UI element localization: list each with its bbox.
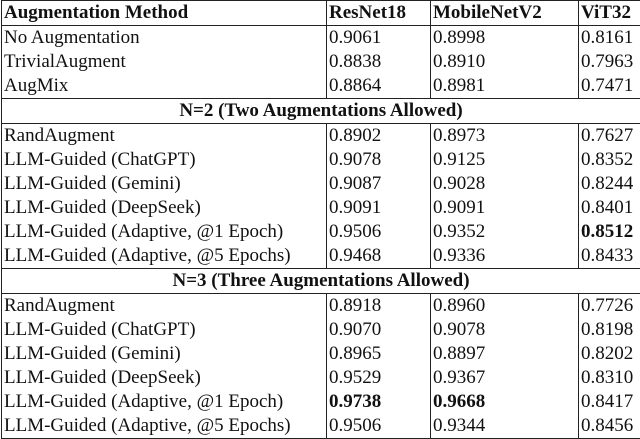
vit32-cell: 0.8244: [579, 172, 640, 196]
table-row: [2, 294, 640, 319]
vit32-cell: 0.8512: [579, 220, 640, 244]
resnet18-cell: 0.8838: [327, 50, 431, 74]
results-table: [1, 0, 640, 439]
mobilenetv2-cell: 0.9091: [431, 196, 579, 220]
mobilenetv2-cell: 0.9668: [431, 390, 579, 414]
mobilenetv2-cell: 0.9336: [431, 244, 579, 269]
method-cell: LLM-Guided (Gemini): [2, 172, 327, 196]
method-cell: LLM-Guided (Adaptive, @1 Epoch): [2, 220, 327, 244]
table-row: [2, 342, 640, 366]
resnet18-cell: 0.9506: [327, 414, 431, 439]
resnet18-cell: 0.8902: [327, 124, 431, 149]
mobilenetv2-cell: 0.8981: [431, 74, 579, 99]
mobilenetv2-cell: 0.8897: [431, 342, 579, 366]
vit32-cell: 0.8202: [579, 342, 640, 366]
resnet18-cell: 0.9091: [327, 196, 431, 220]
vit32-cell: 0.7726: [579, 294, 640, 319]
table-row: [2, 26, 640, 51]
mobilenetv2-cell: 0.9125: [431, 148, 579, 172]
resnet18-cell: 0.8864: [327, 74, 431, 99]
method-cell: LLM-Guided (DeepSeek): [2, 196, 327, 220]
vit32-cell: 0.8310: [579, 366, 640, 390]
vit32-cell: 0.8161: [579, 26, 640, 51]
mobilenetv2-cell: 0.9344: [431, 414, 579, 439]
table-row: [2, 124, 640, 149]
table-row: [2, 318, 640, 342]
resnet18-cell: 0.9468: [327, 244, 431, 269]
method-cell: RandAugment: [2, 294, 327, 319]
resnet18-cell: 0.9529: [327, 366, 431, 390]
mobilenetv2-cell: 0.9352: [431, 220, 579, 244]
vit32-cell: 0.8401: [579, 196, 640, 220]
section-title: N=3 (Three Augmentations Allowed): [2, 269, 640, 294]
vit32-cell: 0.8433: [579, 244, 640, 269]
mobilenetv2-cell: 0.8973: [431, 124, 579, 149]
table-row: [2, 172, 640, 196]
table-row: [2, 390, 640, 414]
table-row: [2, 244, 640, 269]
method-cell: LLM-Guided (Adaptive, @5 Epochs): [2, 244, 327, 269]
method-cell: TrivialAugment: [2, 50, 327, 74]
vit32-cell: 0.7471: [579, 74, 640, 99]
table-row: [2, 414, 640, 439]
mobilenetv2-cell: 0.9367: [431, 366, 579, 390]
mobilenetv2-cell: 0.9028: [431, 172, 579, 196]
mobilenetv2-cell: 0.8998: [431, 26, 579, 51]
table-row: [2, 74, 640, 99]
header-row: [2, 1, 640, 26]
method-cell: LLM-Guided (ChatGPT): [2, 318, 327, 342]
method-cell: LLM-Guided (Adaptive, @5 Epochs): [2, 414, 327, 439]
method-cell: LLM-Guided (ChatGPT): [2, 148, 327, 172]
header-resnet18: ResNet18: [327, 1, 431, 26]
resnet18-cell: 0.9087: [327, 172, 431, 196]
resnet18-cell: 0.9070: [327, 318, 431, 342]
vit32-cell: 0.8352: [579, 148, 640, 172]
method-cell: LLM-Guided (DeepSeek): [2, 366, 327, 390]
table-row: [2, 148, 640, 172]
mobilenetv2-cell: 0.9078: [431, 318, 579, 342]
table-row: [2, 50, 640, 74]
method-cell: AugMix: [2, 74, 327, 99]
section-row: [2, 99, 640, 124]
resnet18-cell: 0.8918: [327, 294, 431, 319]
vit32-cell: 0.8456: [579, 414, 640, 439]
resnet18-cell: 0.9061: [327, 26, 431, 51]
header-mobilenetv2: MobileNetV2: [431, 1, 579, 26]
method-cell: LLM-Guided (Gemini): [2, 342, 327, 366]
method-cell: RandAugment: [2, 124, 327, 149]
table-row: [2, 220, 640, 244]
vit32-cell: 0.7627: [579, 124, 640, 149]
table-body: [2, 26, 640, 439]
table-row: [2, 196, 640, 220]
mobilenetv2-cell: 0.8910: [431, 50, 579, 74]
vit32-cell: 0.8417: [579, 390, 640, 414]
vit32-cell: 0.7963: [579, 50, 640, 74]
section-title: N=2 (Two Augmentations Allowed): [2, 99, 640, 124]
mobilenetv2-cell: 0.8960: [431, 294, 579, 319]
resnet18-cell: 0.9078: [327, 148, 431, 172]
section-row: [2, 269, 640, 294]
method-cell: No Augmentation: [2, 26, 327, 51]
header-vit32: ViT32: [579, 1, 640, 26]
method-cell: LLM-Guided (Adaptive, @1 Epoch): [2, 390, 327, 414]
resnet18-cell: 0.8965: [327, 342, 431, 366]
header-method: Augmentation Method: [2, 1, 327, 26]
table-row: [2, 366, 640, 390]
resnet18-cell: 0.9506: [327, 220, 431, 244]
vit32-cell: 0.8198: [579, 318, 640, 342]
resnet18-cell: 0.9738: [327, 390, 431, 414]
